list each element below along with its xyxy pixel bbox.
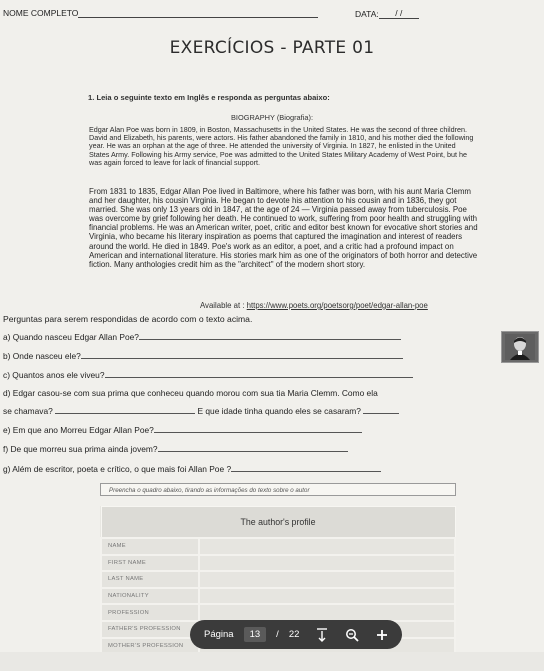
profile-answer-cell[interactable] <box>199 538 455 555</box>
question-a: a) Quando nasceu Edgar Allan Poe? <box>3 331 401 342</box>
biography-paragraph-2: From 1831 to 1835, Edgar Allan Poe lived in Baltimore, where his father was born, with his aunt Maria Clemm and her daughter, his cousin Virginia. He began to devote his attention to his cousin and in 1836, they got married. She was only 13 years old in 1847, at the age of 24 — Virginia passed away from tuberculosis. Poe was overcome by grief following her death. He continued to work, suffering from poor health and struggling with financial problems. He was an American writer, poet, critic and editor best known for evocative short stories and Virginia, who became his literary inspiration as poems that captured the imagination and interest of readers around the world. He died in 1849. Poe's work as an editor, a poet, and a critic had a profound impact on American and international literature. His stories mark him as one of the originators of both horror and detective fiction. Many anthologies credit him as the "architect" of the modern short story. <box>89 187 478 269</box>
source-link[interactable]: https://www.poets.org/poetsorg/poet/edgar-allan-poe <box>246 301 428 310</box>
profile-answer-cell[interactable] <box>199 555 455 572</box>
table-row: FIRST NAME <box>101 555 455 572</box>
question-d-line-1: d) Edgar casou-se com sua prima que conheceu quando morou com sua tia Maria Clemm. Como ela <box>3 388 378 398</box>
current-page-input[interactable]: 13 <box>244 627 267 642</box>
question-d-line-2: se chamava? E que idade tinha quando eles se casaram? <box>3 405 399 416</box>
portrait-icon <box>505 334 535 360</box>
table-row: PROFESSION <box>101 604 455 621</box>
biography-paragraph-1: Edgar Alan Poe was born in 1809, in Boston, Massachusetts in the United States. He was the second of three children. David and Elizabeth, his parents, were actors. His father abandoned the family in 1810, and his mother died the following year. He was an orphan at the age of three. He attended the university of Virginia. In 1827, he enlisted in the United States Army. Following his Army service, Poe was admitted to the United States Military Academy of West Point, but he was again forced to leave for lack of financial support. <box>89 125 474 167</box>
date-line: / / <box>379 8 419 19</box>
profile-answer-cell[interactable] <box>199 604 455 621</box>
answer-line <box>81 350 403 359</box>
answer-line <box>363 405 399 414</box>
source-citation: Available at : https://www.poets.org/poetsorg/poet/edgar-allan-poe <box>200 301 428 310</box>
table-row: LAST NAME <box>101 571 455 588</box>
answer-line <box>158 443 348 452</box>
question-e: e) Em que ano Morreu Edgar Allan Poe? <box>3 424 362 435</box>
question-b: b) Onde nasceu ele? <box>3 350 403 361</box>
answer-line <box>139 331 401 340</box>
total-pages: 22 <box>288 629 300 640</box>
zoom-out-icon[interactable] <box>340 620 364 649</box>
author-portrait <box>501 331 539 363</box>
question-c: c) Quantos anos ele viveu? <box>3 369 413 380</box>
questions-heading: Perguntas para serem respondidas de acordo com o texto acima. <box>3 314 253 324</box>
table-row: NAME <box>101 538 455 555</box>
answer-line <box>105 369 413 378</box>
biography-heading: BIOGRAPHY (Biografia): <box>230 113 313 122</box>
answer-line <box>55 405 195 414</box>
zoom-in-icon[interactable] <box>370 620 394 649</box>
profile-answer-cell[interactable] <box>199 571 455 588</box>
name-line <box>78 17 318 18</box>
question-g: g) Além de escritor, poeta e crítico, o que mais foi Allan Poe ? <box>3 463 381 474</box>
page-navigator <box>190 620 402 649</box>
answer-line <box>231 463 381 472</box>
page-label: Página <box>204 629 234 640</box>
fit-width-icon[interactable] <box>310 620 334 649</box>
profile-answer-cell[interactable] <box>199 588 455 605</box>
table-instruction-note: Preencha o quadro abaixo, tirando as informações do texto sobre o autor <box>100 483 456 496</box>
date-field-label: DATA: / / <box>355 8 419 19</box>
table-row: FATHER'S PROFESSION <box>101 621 455 638</box>
page-title: EXERCÍCIOS - PARTE 01 <box>169 38 375 58</box>
table-row: NATIONALITY <box>101 588 455 605</box>
name-field-label: NOME COMPLETO <box>3 8 318 18</box>
answer-line <box>154 424 362 433</box>
question-f: f) De que morreu sua prima ainda jovem? <box>3 443 348 454</box>
table-row: MOTHER'S PROFESSION <box>101 638 455 655</box>
profile-table-title: The author's profile <box>101 507 455 539</box>
page-separator: / <box>276 629 279 640</box>
instruction-text: 1. Leia o seguinte texto em Inglês e responda as perguntas abaixo: <box>88 93 330 102</box>
page-bottom-margin <box>0 652 544 671</box>
